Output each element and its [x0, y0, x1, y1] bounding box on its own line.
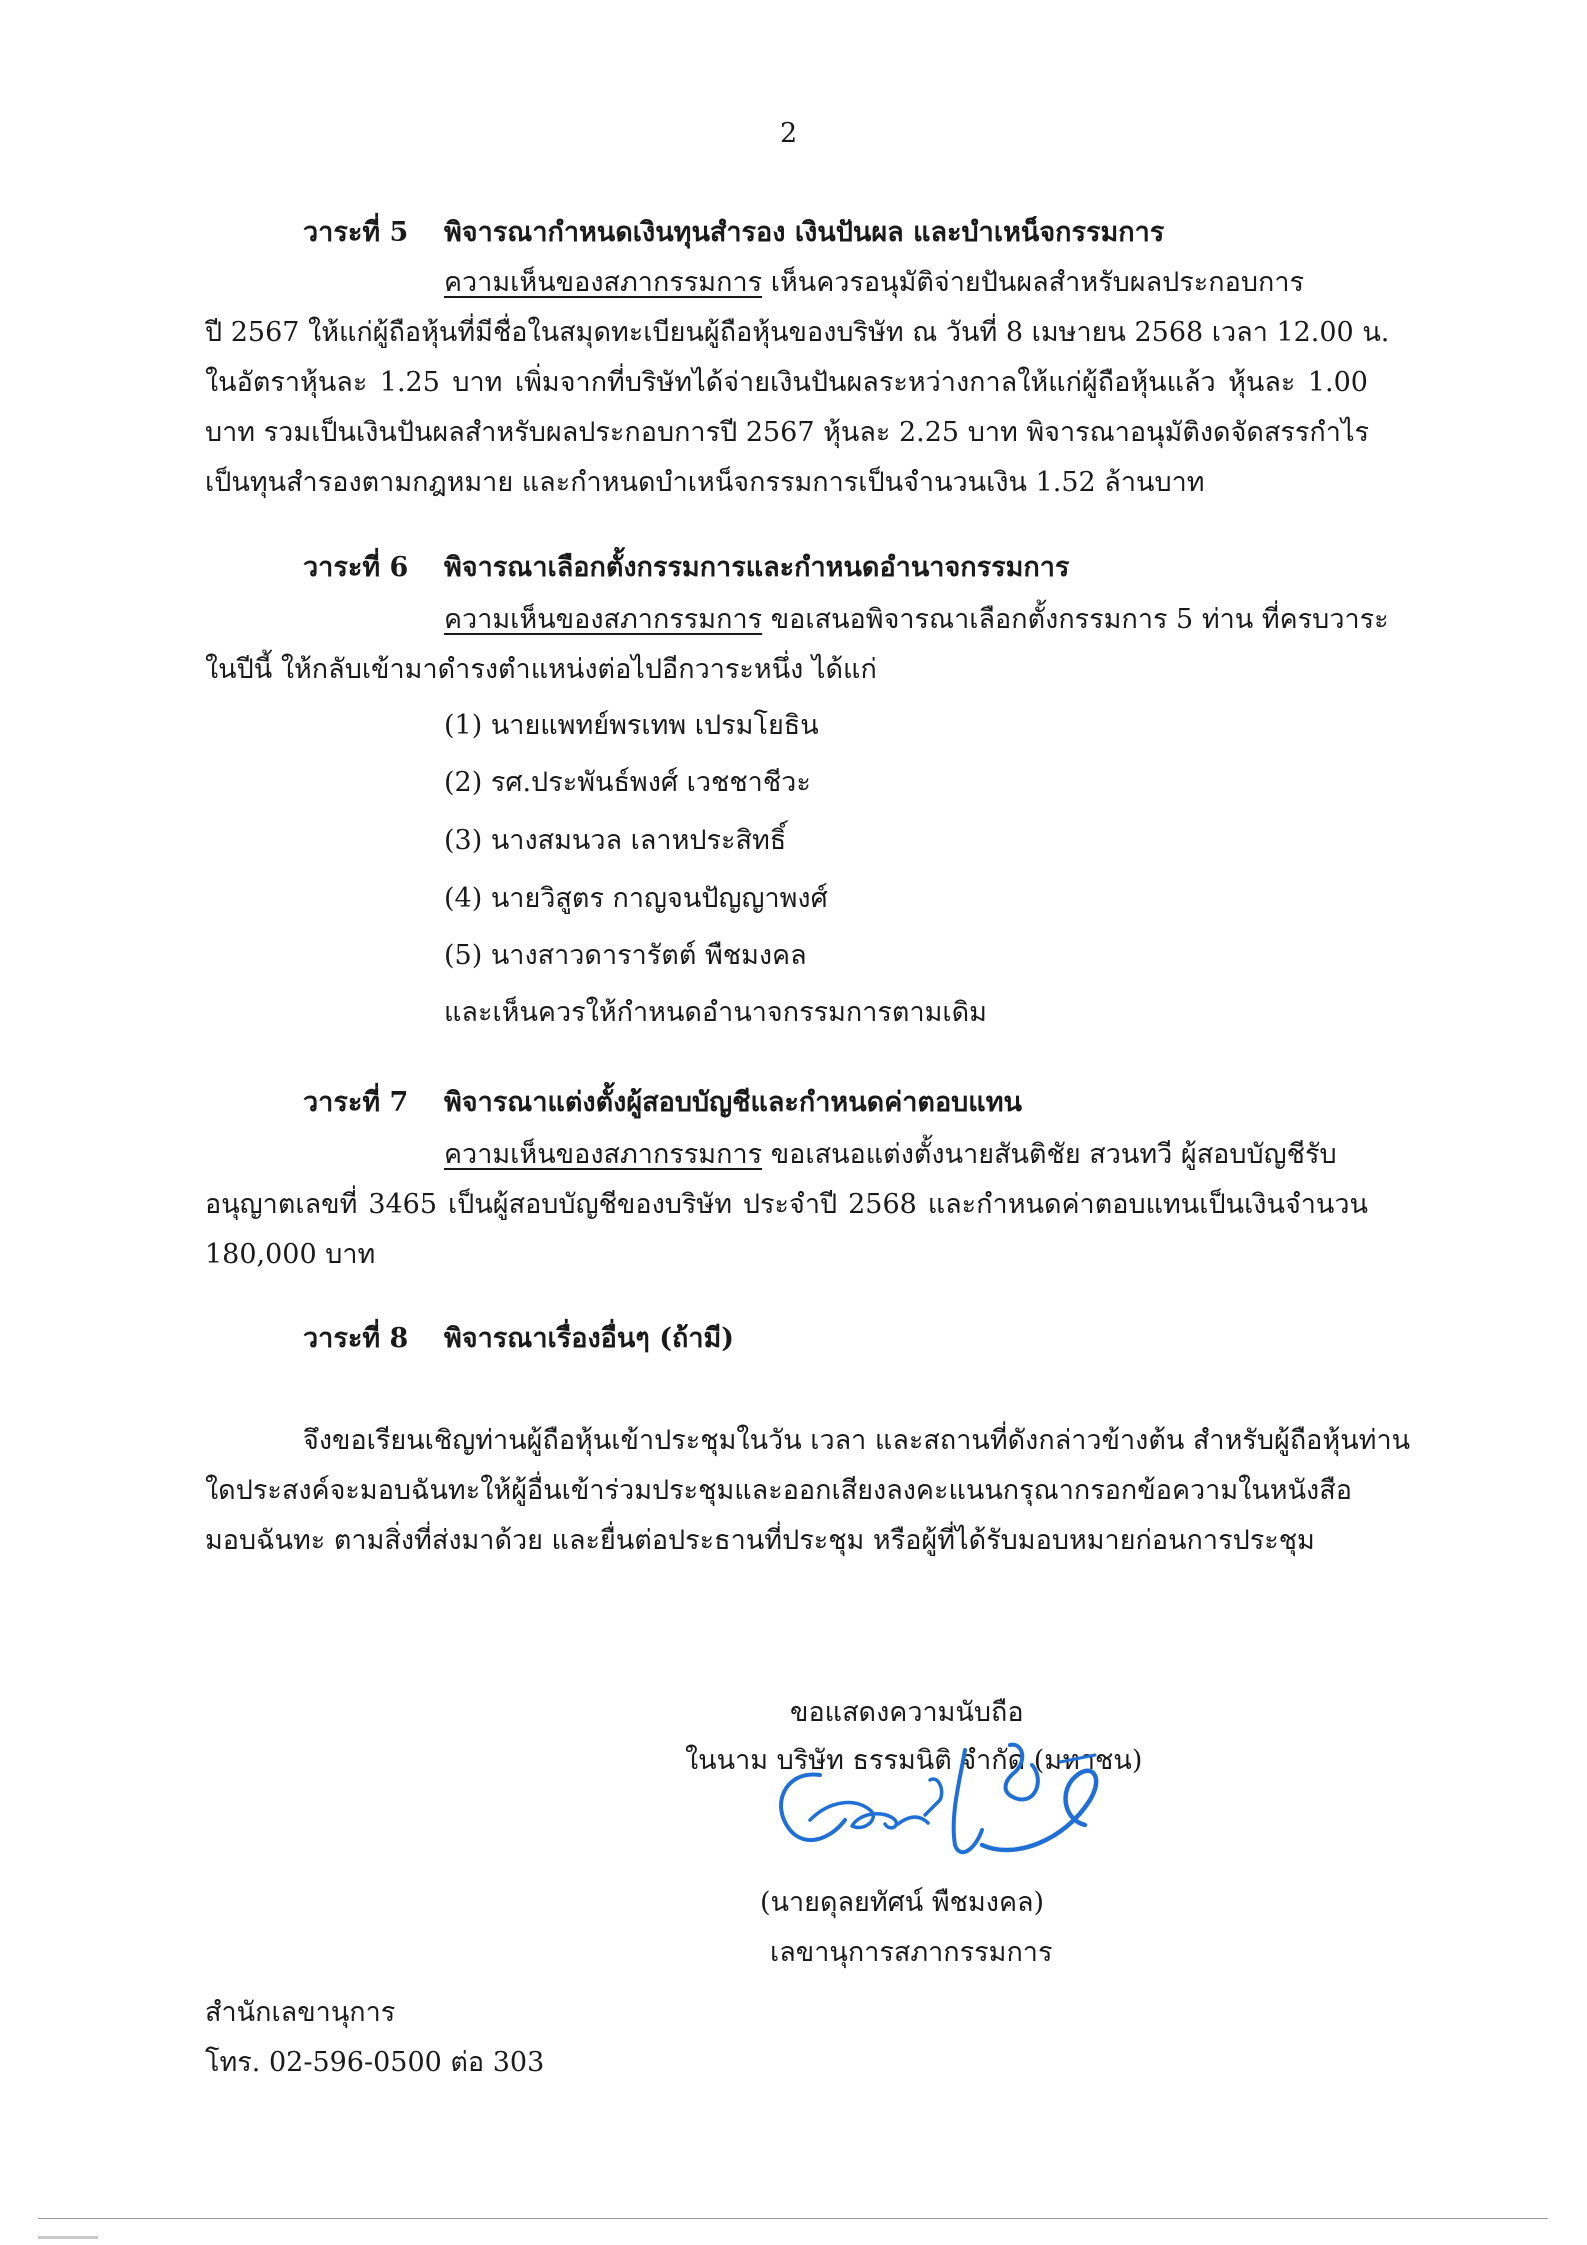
- page-number: 2: [780, 118, 798, 149]
- agenda-5-line-2: ปี 2567 ให้แก่ผู้ถือหุ้นที่มีชื่อในสมุดทะเบียนผู้ถือหุ้นของบริษัท ณ วันที่ 8 เมษายน 2568 เวลา 12.00 น.: [205, 317, 1390, 348]
- nominee-5: (5) นางสาวดารารัตต์ พืชมงคล: [444, 940, 807, 971]
- agenda-7-label: วาระที่ 7: [303, 1087, 409, 1118]
- nominee-3: (3) นางสมนวล เลาหประสิทธิ์: [444, 825, 787, 856]
- agenda-5-opinion-label: ความเห็นของสภากรรมการ: [444, 267, 763, 298]
- nominee-4: (4) นายวิสูตร กาญจนปัญญาพงศ์: [444, 883, 828, 914]
- agenda-5-label: วาระที่ 5: [303, 217, 409, 248]
- agenda-7-opinion-line: [444, 1132, 1337, 1175]
- agenda-6-closing: และเห็นควรให้กำหนดอำนาจกรรมการตามเดิม: [444, 997, 987, 1028]
- agenda-5-title: พิจารณากำหนดเงินทุนสำรอง เงินปันผล และบำเหน็จกรรมการ: [444, 217, 1165, 248]
- agenda-6-title: พิจารณาเลือกตั้งกรรมการและกำหนดอำนาจกรรมการ: [444, 552, 1070, 583]
- agenda-7-line-3: 180,000 บาท: [205, 1239, 376, 1270]
- nominee-1: (1) นายแพทย์พรเทพ เปรมโยธิน: [444, 710, 819, 741]
- bottom-divider: [38, 2218, 1548, 2219]
- footer-office: สำนักเลขานุการ: [205, 1997, 396, 2028]
- agenda-7-opinion-text: ขอเสนอแต่งตั้งนายสันติชัย สวนทวี ผู้สอบบัญชีรับ: [770, 1139, 1337, 1170]
- nominee-2: (2) รศ.ประพันธ์พงศ์ เวชชาชีวะ: [444, 767, 811, 798]
- agenda-7-line-2: อนุญาตเลขที่ 3465 เป็นผู้สอบบัญชีของบริษัท ประจำปี 2568 และกำหนดค่าตอบแทนเป็นเงินจำนวน: [205, 1189, 1368, 1220]
- footer-phone: โทร. 02-596-0500 ต่อ 303: [205, 2047, 545, 2078]
- invitation-line-2: ใดประสงค์จะมอบฉันทะให้ผู้อื่นเข้าร่วมประชุมและออกเสียงลงคะแนนกรุณากรอกข้อความในหนังสือ: [205, 1475, 1352, 1506]
- agenda-8-label: วาระที่ 8: [303, 1323, 409, 1354]
- signatory-position: เลขานุการสภากรรมการ: [770, 1937, 1053, 1968]
- agenda-6-opinion-label: ความเห็นของสภากรรมการ: [444, 604, 763, 635]
- agenda-5-opinion-text: เห็นควรอนุมัติจ่ายปันผลสำหรับผลประกอบการ: [770, 267, 1304, 298]
- invitation-line-1: จึงขอเรียนเชิญท่านผู้ถือหุ้นเข้าประชุมในวัน เวลา และสถานที่ดังกล่าวข้างต้น สำหรับผู้ถือหุ้นท่าน: [303, 1425, 1411, 1456]
- signature-regards: ขอแสดงความนับถือ: [790, 1697, 1024, 1728]
- bottom-edge-mark: [38, 2236, 98, 2239]
- agenda-6-opinion-line: [444, 597, 1389, 640]
- agenda-8-title: พิจารณาเรื่องอื่นๆ (ถ้ามี): [444, 1323, 735, 1354]
- agenda-6-label: วาระที่ 6: [303, 552, 409, 583]
- agenda-5-line-3: ในอัตราหุ้นละ 1.25 บาท เพิ่มจากที่บริษัทได้จ่ายเงินปันผลระหว่างกาลให้แก่ผู้ถือหุ้นแล้ว หุ้นละ 1.00: [205, 367, 1368, 398]
- signature-ink: [781, 1745, 1096, 1853]
- agenda-5-line-5: เป็นทุนสำรองตามกฎหมาย และกำหนดบำเหน็จกรรมการเป็นจำนวนเงิน 1.52 ล้านบาท: [205, 467, 1205, 498]
- signature-on-behalf: ในนาม บริษัท ธรรมนิติ จำกัด (มหาชน): [685, 1745, 1143, 1776]
- agenda-5-opinion-line: [444, 260, 1304, 303]
- agenda-5-line-4: บาท รวมเป็นเงินปันผลสำหรับผลประกอบการปี 2567 หุ้นละ 2.25 บาท พิจารณาอนุมัติงดจัดสรรกำไร: [205, 417, 1370, 448]
- agenda-7-title: พิจารณาแต่งตั้งผู้สอบบัญชีและกำหนดค่าตอบแทน: [444, 1087, 1022, 1118]
- signatory-name: (นายดุลยทัศน์ พืชมงคล): [760, 1887, 1045, 1918]
- agenda-6-line-2: ในปีนี้ ให้กลับเข้ามาดำรงตำแหน่งต่อไปอีกวาระหนึ่ง ได้แก่: [205, 654, 877, 685]
- handwritten-signature: [760, 1720, 1180, 1880]
- agenda-6-opinion-text: ขอเสนอพิจารณาเลือกตั้งกรรมการ 5 ท่าน ที่ครบวาระ: [770, 604, 1389, 635]
- agenda-7-opinion-label: ความเห็นของสภากรรมการ: [444, 1139, 763, 1170]
- invitation-line-3: มอบฉันทะ ตามสิ่งที่ส่งมาด้วย และยื่นต่อประธานที่ประชุม หรือผู้ที่ได้รับมอบหมายก่อนการประชุม: [205, 1525, 1315, 1556]
